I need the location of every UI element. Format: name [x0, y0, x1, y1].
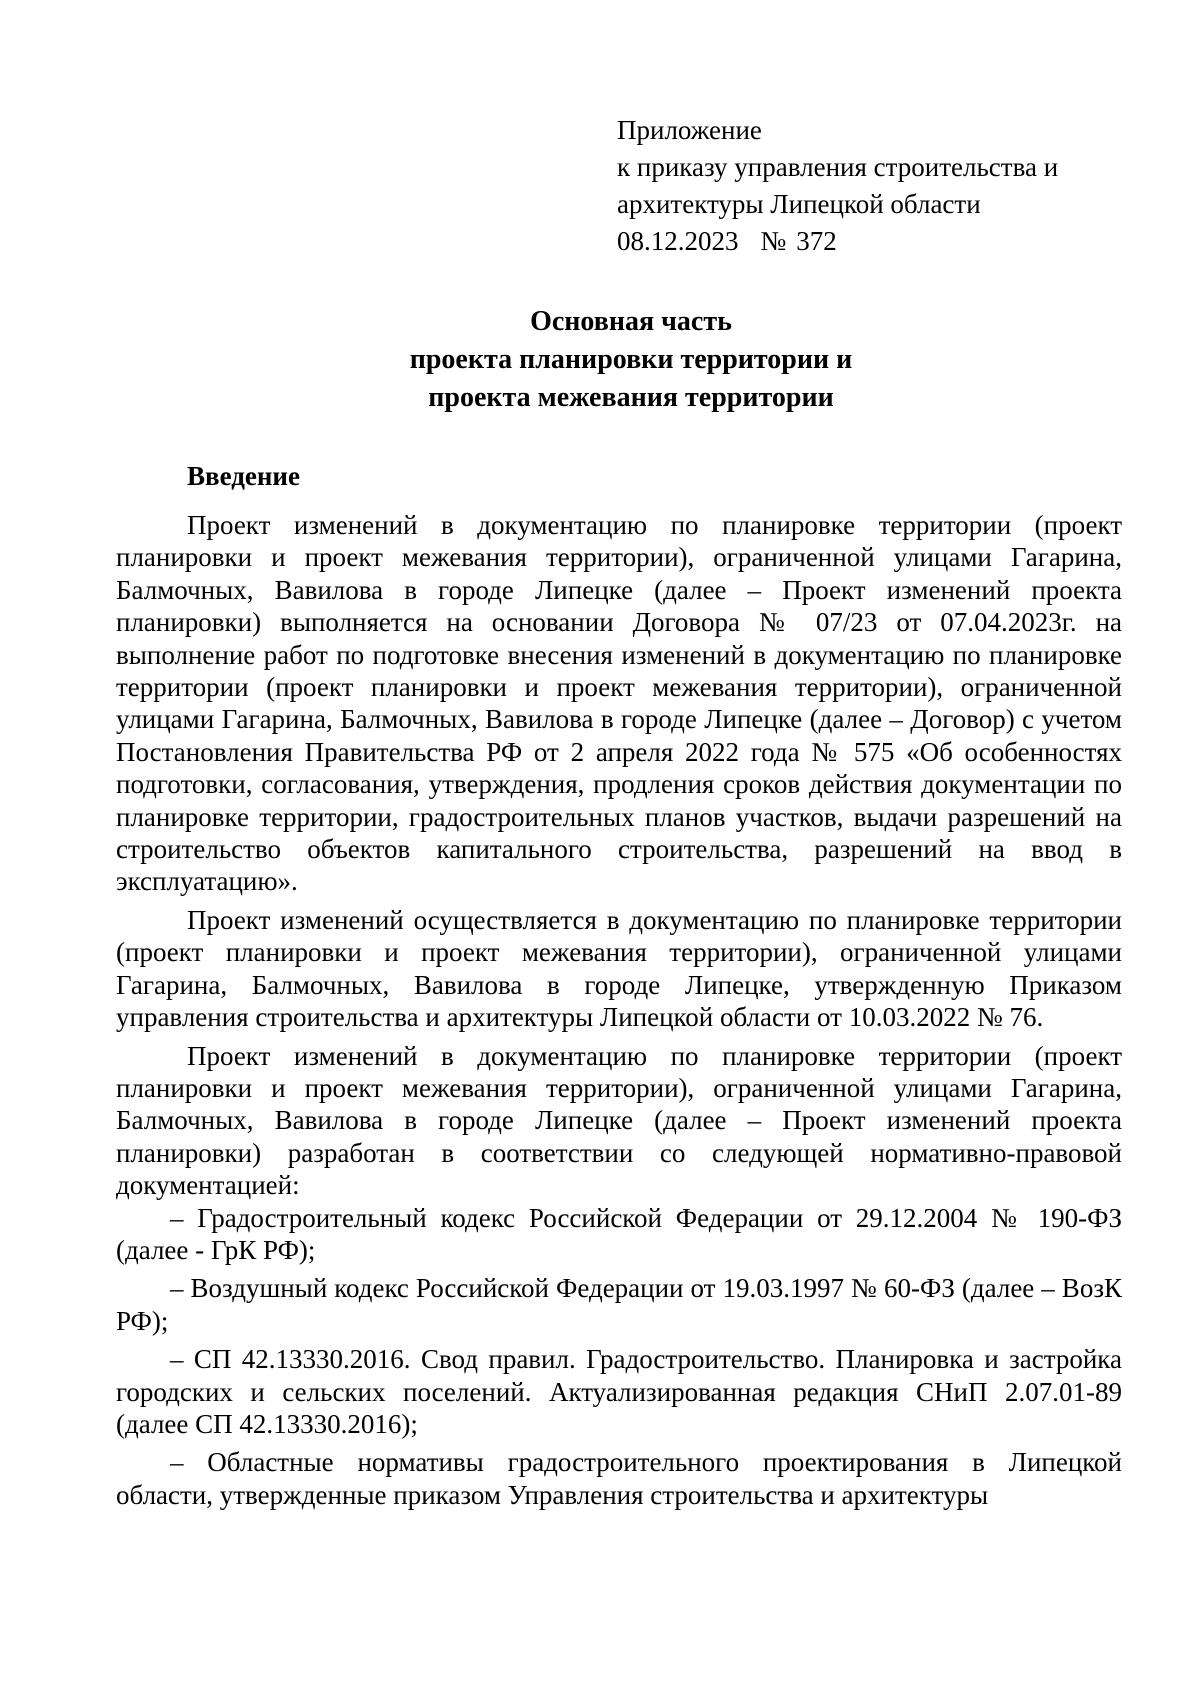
list-item: – Градостроительный кодекс Российской Федерации от 29.12.2004 № 190-ФЗ (далее - ГрК РФ);	[116, 1202, 1122, 1265]
list-item: – Областные нормативы градостроительного проектирования в Липецкой области, утвержденные приказом Управления строительства и архитектуры	[116, 1447, 1122, 1510]
paragraph: Проект изменений осуществляется в документацию по планировке территории (проект планировки и проект межевания территории), ограниченной улицами Гагарина, Балмочных, Вавилова в городе Липецке, утвержденную Приказом управления строительства и архитектуры Липецкой области от 10.03.2022 № 76.	[116, 904, 1122, 1033]
list-item: – Воздушный кодекс Российской Федерации от 19.03.1997 № 60-ФЗ (далее – ВозК РФ);	[116, 1273, 1122, 1336]
annex-date-line	[617, 223, 1157, 260]
annex-title: Приложение	[617, 115, 762, 145]
paragraph: Проект изменений в документацию по планировке территории (проект планировки и проект межевания территории), ограниченной улицами Гагарина, Балмочных, Вавилова в городе Липецке (далее – Проект изменений проекта планировки) выполняется на основании Договора № 07/23 от 07.04.2023г. на выполнение работ по подготовке внесения изменений в документацию по планировке территории (проект планировки и проект межевания территории), ограниченной улицами Гагарина, Балмочных, Вавилова в городе Липецке (далее – Договор) с учетом Постановления Правительства РФ от 2 апреля 2022 года № 575 «Об особенностях подготовки, согласования, утверждения, продления сроков действия документации по планировке территории, градостроительных планов участков, выдачи разрешений на строительство объектов капитального строительства, разрешений на ввод в эксплуатацию».	[116, 510, 1122, 897]
annex-date: 08.12.2023	[617, 226, 739, 256]
annex-line: архитектуры Липецкой области	[617, 189, 981, 219]
paragraph: Проект изменений в документацию по планировке территории (проект планировки и проект межевания территории), ограниченной улицами Гагарина, Балмочных, Вавилова в городе Липецке (далее – Проект изменений проекта планировки) разработан в соответствии со следующей нормативно-правовой документацией:	[116, 1040, 1122, 1201]
body-text	[116, 509, 1122, 1511]
annex-number: 372	[796, 226, 837, 256]
title-line: проекта планировки территории и	[409, 344, 853, 375]
list-item: – СП 42.13330.2016. Свод правил. Градостроительство. Планировка и застройка городских и сельских поселений. Актуализированная редакция СНиП 2.07.01-89 (далее СП 42.13330.2016);	[116, 1344, 1122, 1439]
title-line: проекта межевания территории	[428, 382, 834, 413]
annex-block	[617, 112, 1157, 260]
annex-line: к приказу управления строительства и	[617, 152, 1059, 182]
title-line: Основная часть	[530, 306, 732, 337]
document-title	[0, 303, 1200, 417]
annex-number-sign: №	[760, 226, 787, 256]
section-heading: Введение	[187, 461, 300, 491]
